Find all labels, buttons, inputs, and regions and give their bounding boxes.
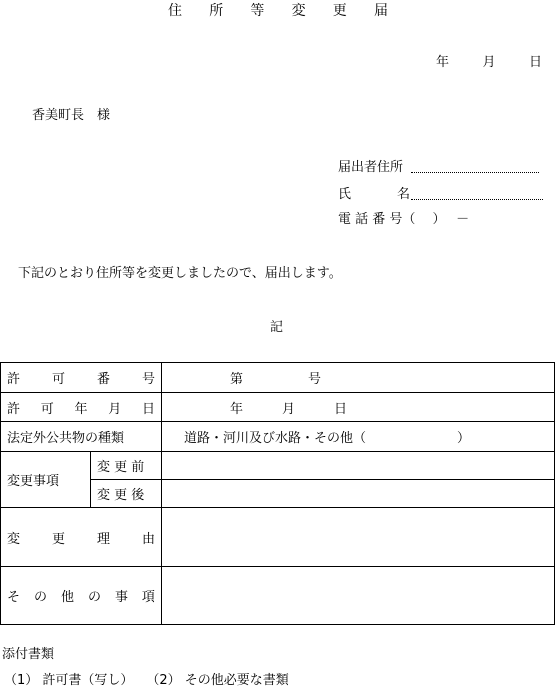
permit-date-label [1,393,162,422]
table-row [1,363,555,393]
addressee: 香美町長 様 [32,108,111,123]
reason-label [1,508,162,567]
permit-number-value: 第 号 [230,372,322,387]
attachments-list: （1） 許可書（写し） （2） その他必要な書類 [4,673,289,688]
submission-date [436,51,542,70]
document-title [168,0,388,20]
label-char: 号 [141,372,155,387]
label-char: 可 [51,372,65,387]
table-row [1,393,555,422]
label-char: 日 [141,401,155,417]
table-row [1,567,555,625]
date-year: 年 [436,55,450,70]
other-field[interactable] [162,567,555,625]
table-row [1,452,555,480]
ki-heading: 記 [270,320,284,335]
title-char: 住 [168,3,182,19]
after-field[interactable] [162,480,555,508]
permit-date-field[interactable] [162,393,555,422]
label-char: 更 [51,531,65,547]
title-char: 届 [373,3,388,19]
label-char: 由 [141,531,155,547]
property-type-field[interactable] [162,422,555,452]
after-label: 変 更 後 [91,480,162,508]
label-char: 許 [7,401,21,417]
date-day: 日 [528,55,542,70]
label-char: の [33,590,47,605]
label-char: 許 [7,372,21,387]
applicant-name-label [338,183,410,202]
label-char: 理 [96,531,110,547]
title-char: 変 [291,3,306,19]
applicant-name-field[interactable] [411,199,543,200]
label-char: 可 [40,401,54,417]
applicant-address-label: 届出者住所 [338,160,404,175]
change-items-label: 変更事項 [1,452,91,508]
other-label [1,567,162,625]
label-char: 項 [141,590,155,605]
permit-number-field[interactable] [162,363,555,393]
before-field[interactable] [162,452,555,480]
table-row [1,422,555,452]
label-char: そ [7,590,21,605]
label-char: 番 [96,372,110,387]
permit-number-label [1,363,162,393]
label-char: 変 [7,531,21,547]
table-row [1,508,555,567]
before-label: 変 更 前 [91,452,162,480]
property-type-value: 道路・河川及び水路・その他（ ） [184,431,471,446]
body-text: 下記のとおり住所等を変更しましたので、届出します。 [18,266,342,281]
label-char: 他 [60,590,74,605]
label-char: 年 [74,401,88,417]
date-month: 月 [482,55,496,70]
property-type-label: 法定外公共物の種類 [1,422,162,452]
label-char: の [87,590,101,605]
form-table [0,362,555,625]
title-char: 所 [209,3,224,19]
name-label-char: 名 [396,187,410,202]
title-char: 更 [332,3,347,19]
label-char: 事 [114,590,128,605]
title-char: 等 [250,3,265,19]
attachments-title: 添付書類 [2,647,55,662]
name-label-char: 氏 [338,187,352,202]
permit-date-value: 年 月 日 [230,401,348,417]
applicant-phone-label: 電 話 番 号（ ） － [338,212,470,227]
reason-field[interactable] [162,508,555,567]
applicant-address-field[interactable] [411,172,539,173]
label-char: 月 [108,401,122,417]
